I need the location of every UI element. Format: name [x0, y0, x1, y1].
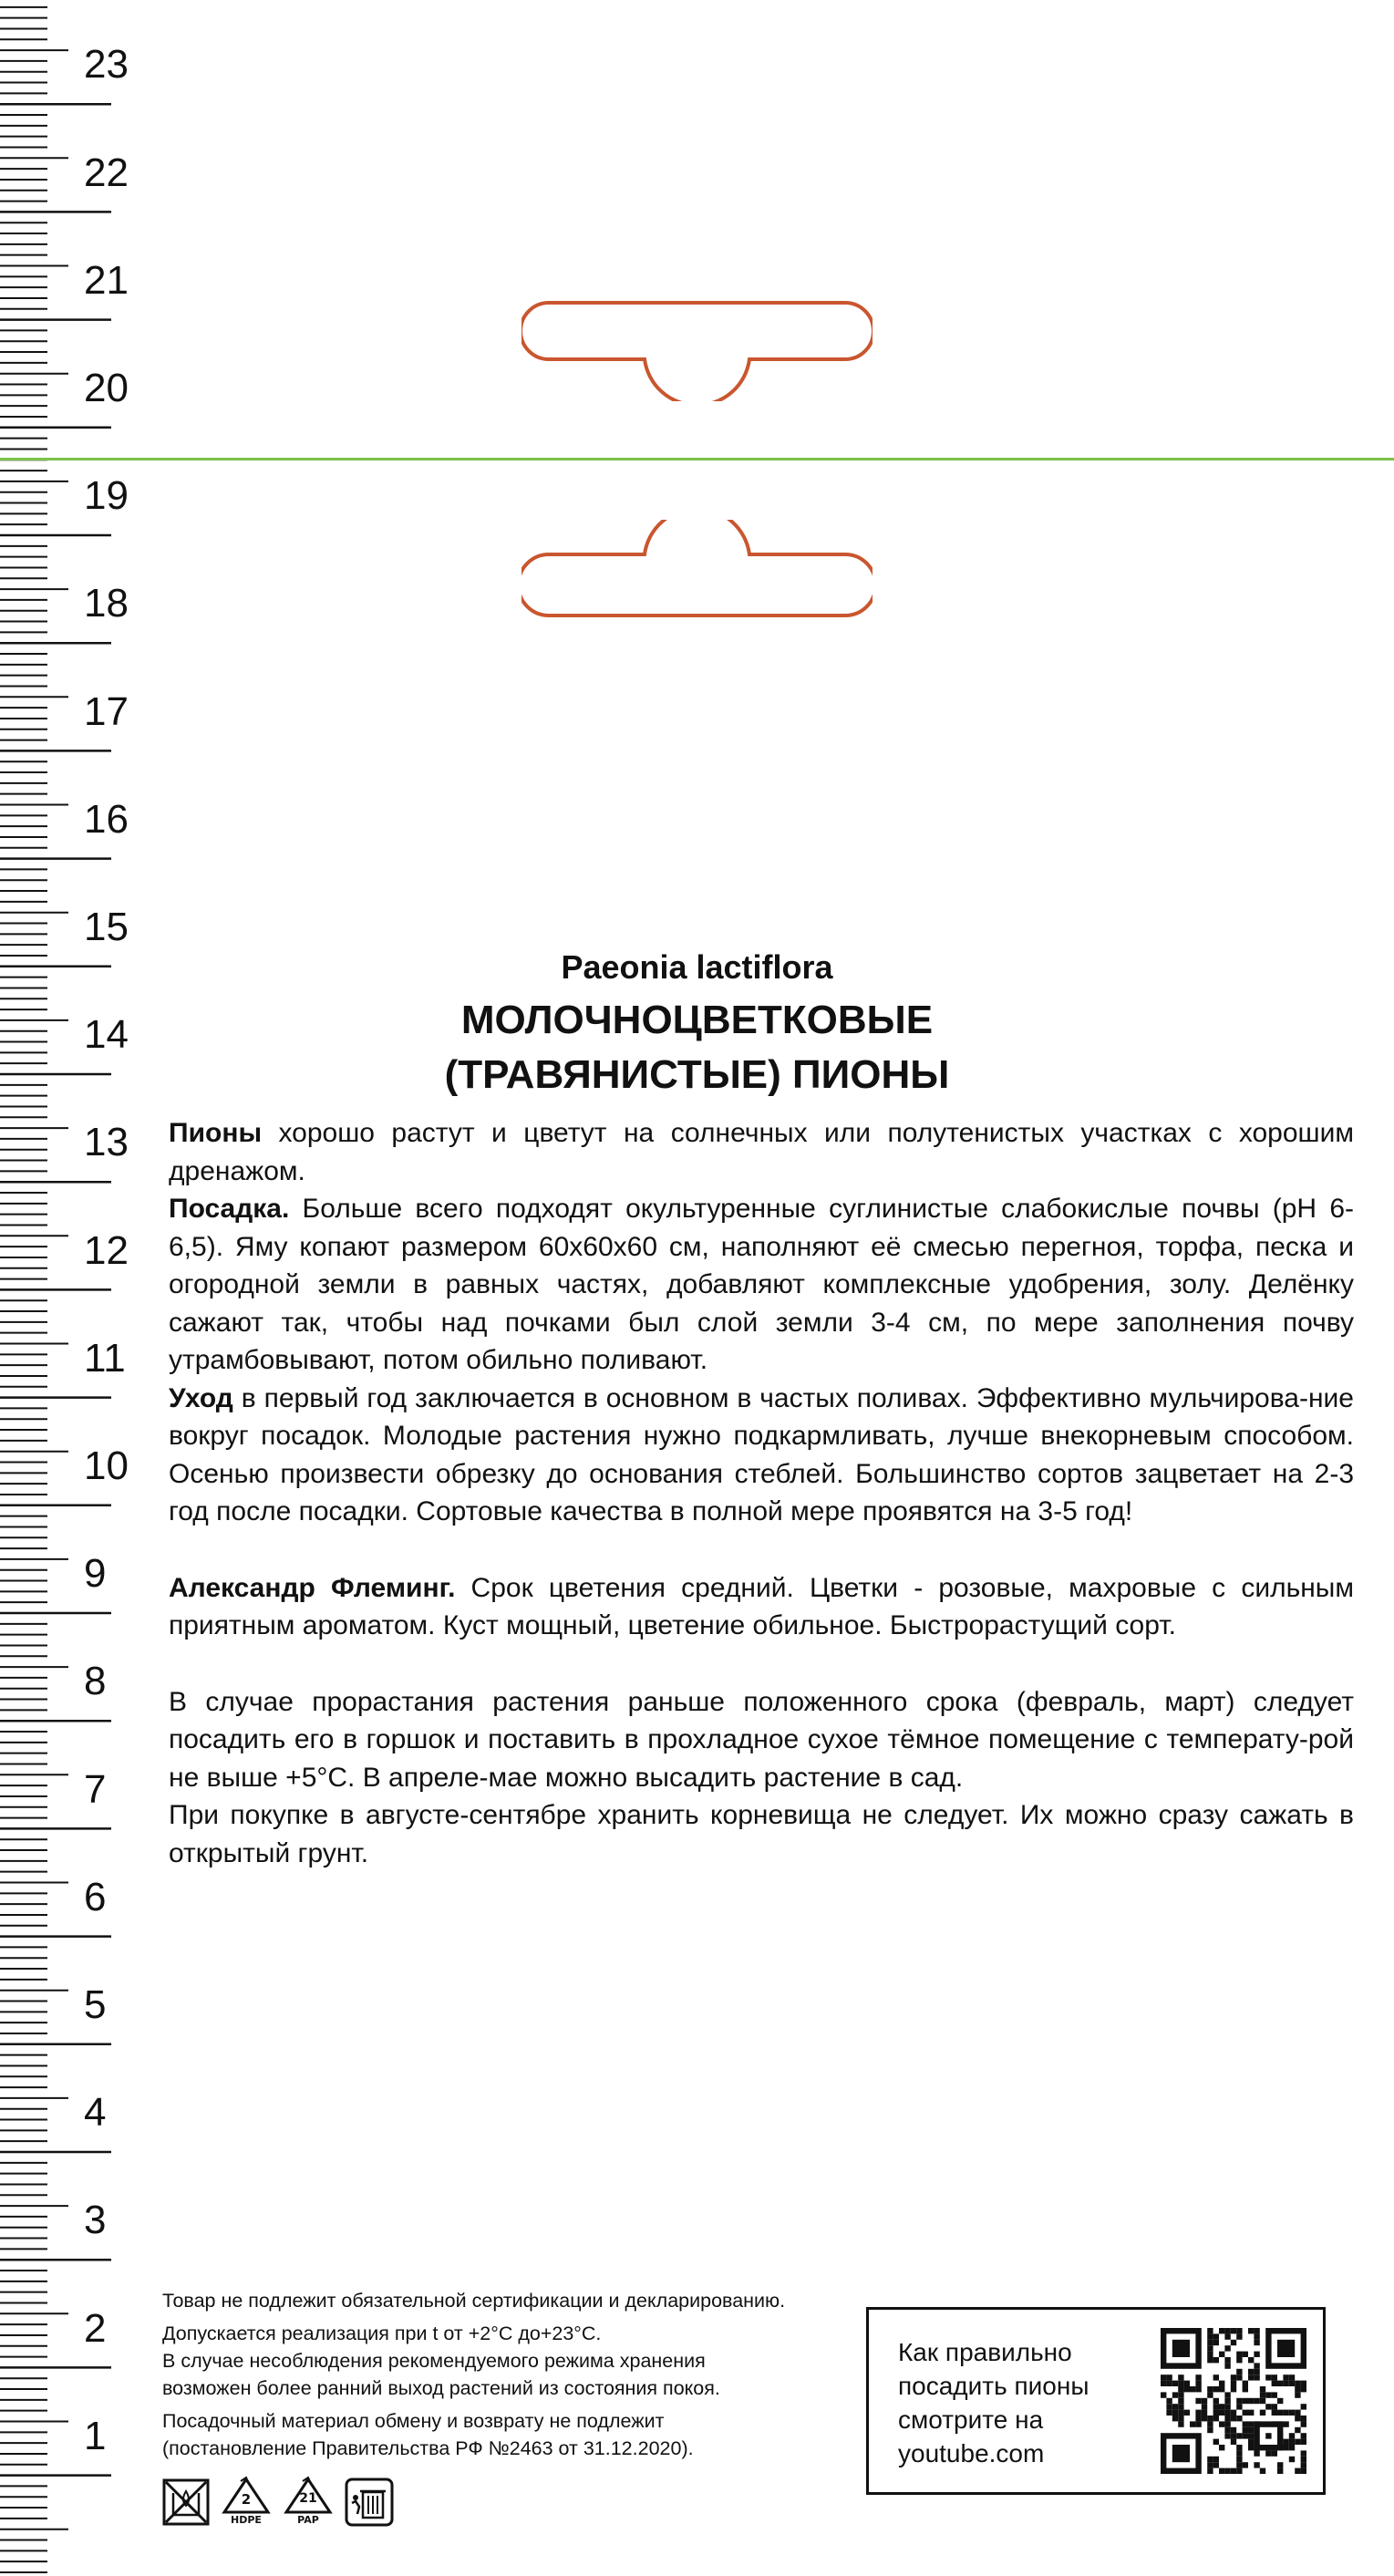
ruler-number: 4	[84, 2090, 107, 2136]
video-instructions-panel	[866, 2307, 1326, 2495]
ruler-number: 9	[84, 1551, 107, 1597]
recycle-hdpe-icon	[221, 2476, 272, 2529]
hdpe-label: HDPE	[231, 2514, 262, 2526]
ruler-number: 7	[84, 1766, 107, 1812]
ruler-number: 23	[84, 42, 129, 88]
ruler-number: 14	[84, 1012, 129, 1058]
paragraph-planting	[169, 1190, 1354, 1380]
ruler-number: 10	[84, 1443, 129, 1488]
paragraph-about	[169, 1114, 1354, 1190]
planting-text: Больше всего подходят окультуренные суглинистые слабокислые почвы (pH 6-6,5). Яму копают размером 60х60х60 см, наполняют её смесью перегноя, торфа, песка и огородной земли в равных частях, добавляют комплексные удобрения, золу. Делёнку сажают так, чтобы над почками был слой земли 3-4 см, по мере заполнения почву утрамбовывают, потом обильно поливают.	[169, 1194, 1354, 1375]
ruler-number: 19	[84, 473, 129, 519]
recycle-pap-icon	[283, 2476, 334, 2529]
variety-text: Срок цветения средний. Цветки - розовые, махровые с сильным приятным ароматом. Куст мощный, цветение обильное. Быстрорастущий сорт.	[169, 1572, 1354, 1640]
fold-line	[0, 458, 1394, 460]
legal-line-2: Допускается реализация при t от +2°С до+23°С.	[162, 2323, 602, 2344]
care-text: в первый год заключается в основном в частых поливах. Эффективно мульчирова-ние вокруг посадок. Молодые растения нужно подкармливать, лучше внекорневым способом. Осенью произвести обрезку до основания стеблей. Большинство сортов зацветает на 2-3 год после посадки. Сортовые качества в полной мере проявятся на 3-5 год!	[169, 1382, 1354, 1526]
ruler-number: 8	[84, 1659, 107, 1704]
do-not-wet-icon	[162, 2478, 210, 2526]
ruler-number: 17	[84, 688, 129, 734]
ruler-number: 3	[84, 2198, 107, 2243]
pap-code: 21	[299, 2491, 317, 2506]
about-text: хорошо растут и цветут на солнечных или полутенистых участках с хорошим дренажом.	[169, 1118, 1354, 1186]
ruler-number: 2	[84, 2305, 107, 2351]
hanger-cutout-bottom	[521, 520, 873, 620]
legal-line-3: В случае несоблюдения рекомендуемого режима хранения	[162, 2350, 706, 2372]
ruler-number: 13	[84, 1120, 129, 1165]
recycling-icons	[162, 2476, 394, 2529]
ruler-number: 15	[84, 904, 129, 949]
planting-heading: Посадка.	[169, 1194, 290, 1224]
trash-bin-icon	[345, 2478, 394, 2527]
title-line-2: (ТРАВЯНИСТЫЕ) ПИОНЫ	[444, 1052, 950, 1097]
description	[169, 1114, 1354, 1872]
ruler-number: 16	[84, 796, 129, 842]
legal-notice	[162, 2287, 855, 2462]
ruler-number: 20	[84, 365, 129, 410]
qr-line-2: посадить пионы	[898, 2372, 1089, 2400]
ruler-number: 5	[84, 1981, 107, 2027]
care-heading: Уход	[169, 1382, 233, 1413]
variety-heading: Александр Флеминг.	[169, 1572, 456, 1603]
qr-line-3: смотрите на	[898, 2405, 1044, 2434]
ruler-number: 21	[84, 257, 129, 303]
legal-line-1: Товар не подлежит обязательной сертификации и декларированию.	[162, 2290, 786, 2312]
ruler-number: 1	[84, 2413, 107, 2458]
paragraph-variety	[169, 1569, 1354, 1645]
legal-line-5: Посадочный материал обмену и возврату не подлежит	[162, 2410, 665, 2432]
paragraph-purchase: При покупке в августе-сентябре хранить корневища не следует. Их можно сразу сажать в открытый грунт.	[169, 1800, 1354, 1868]
qr-line-1: Как правильно	[898, 2338, 1072, 2366]
qr-code[interactable]	[1161, 2328, 1306, 2474]
hdpe-code: 2	[241, 2491, 252, 2508]
ruler-number: 6	[84, 1874, 107, 1919]
ruler-number: 18	[84, 581, 129, 626]
ruler-number: 11	[84, 1335, 126, 1381]
qr-line-4: youtube.com	[898, 2439, 1045, 2467]
legal-line-4: возможен более ранний выход растений из состояния покоя.	[162, 2377, 720, 2399]
ruler-number: 12	[84, 1227, 129, 1273]
about-heading: Пионы	[169, 1118, 263, 1148]
hanger-cutout-top	[521, 301, 873, 401]
video-instructions-text	[898, 2335, 1144, 2470]
legal-line-6: (постановление Правительства РФ №2463 от 31.12.2020).	[162, 2437, 694, 2459]
paragraph-early-sprouting: В случае прорастания растения раньше положенного срока (февраль, март) следует посадить его в горшок и поставить в прохладное сухое тёмное помещение с температу-рой не выше +5°С. В апреле-мае можно высадить растение в сад.	[169, 1686, 1354, 1793]
ruler-number: 22	[84, 150, 129, 195]
paragraph-care	[169, 1380, 1354, 1531]
pap-label: PAP	[297, 2514, 319, 2526]
title-line-1: МОЛОЧНОЦВЕТКОВЫЕ	[460, 998, 934, 1042]
latin-name: Paeonia lactiflora	[561, 948, 833, 986]
